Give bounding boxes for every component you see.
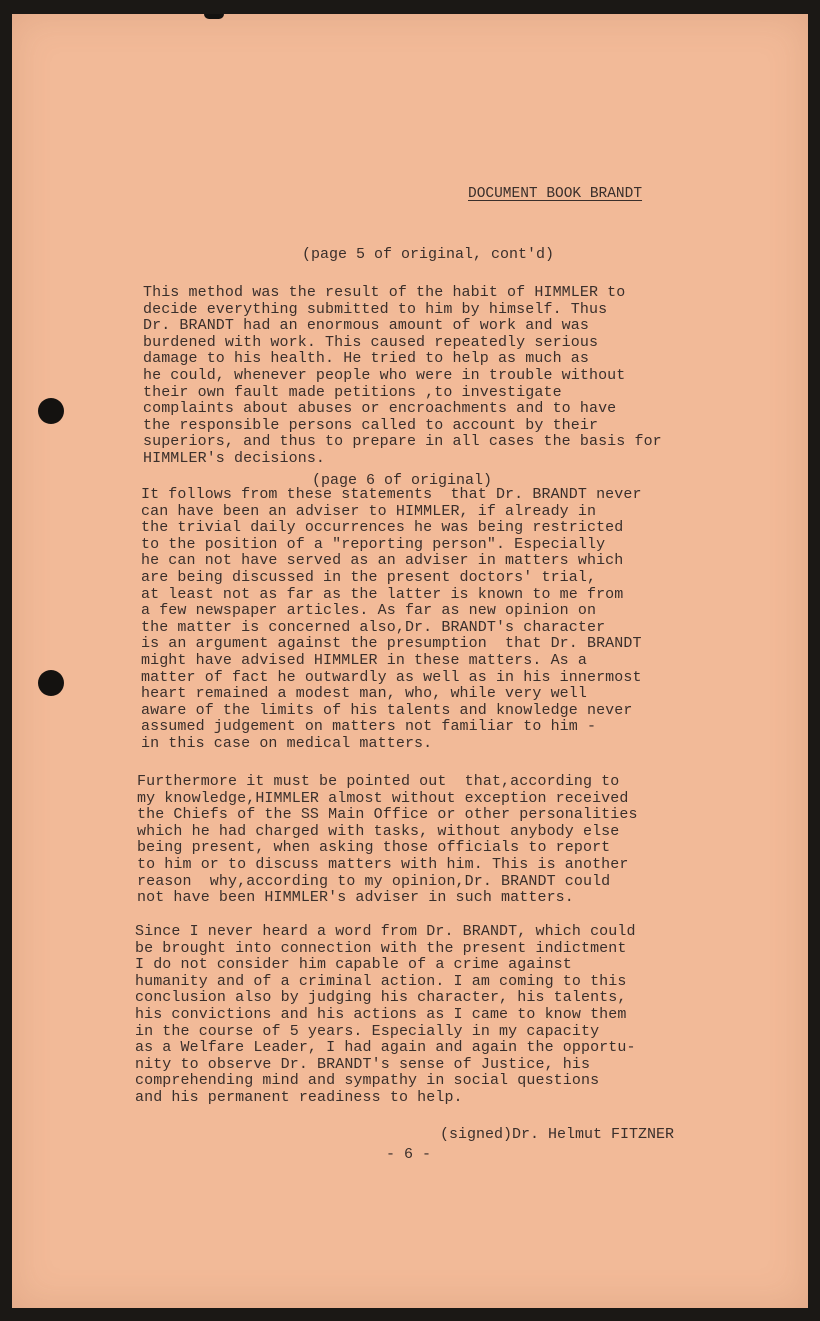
punch-hole-lower	[38, 670, 64, 696]
top-edge-notch	[204, 14, 224, 19]
paragraph-4: Since I never heard a word from Dr. BRANDT, which could be brought into connection with the present indictment I do not consider him capable of a crime against humanity and of a criminal action. I am coming to this conclusion also by judging his character, his talents, his convictions and his actions as I came to know them in the course of 5 years. Especially in my capacity as a Welfare Leader, I had again and again the opportu- nity to observe Dr. BRANDT's sense of Justice, his comprehending mind and sympathy in social questions and his permanent readiness to help.	[135, 923, 636, 1106]
paragraph-2: It follows from these statements that Dr. BRANDT never can have been an adviser to HIMMLER, if already in the trivial daily occurrences he was being restricted to the position of a "reporting person". Especially he can not have served as an adviser in matters which are being discussed in the present doctors' trial, at least not as far as the latter is known to me from a few newspaper articles. As far as new opinion on the matter is concerned also,Dr. BRANDT's character is an argument against the presumption that Dr. BRANDT might have advised HIMMLER in these matters. As a matter of fact he outwardly as well as in his innermost heart remained a modest man, who, while very well aware of the limits of his talents and knowledge never assumed judgement on matters not familiar to him - in this case on medical matters.	[141, 486, 642, 752]
document-header: DOCUMENT BOOK BRANDT	[468, 186, 643, 202]
signature: (signed)Dr. Helmut FITZNER	[440, 1126, 675, 1143]
page-reference-5: (page 5 of original, cont'd)	[302, 246, 555, 263]
punch-hole-upper	[38, 398, 64, 424]
paragraph-1: This method was the result of the habit of HIMMLER to decide everything submitted to him by himself. Thus Dr. BRANDT had an enormous amount of work and was burdened with work. This caused repeatedly serious damage to his health. He tried to help as much as he could, whenever people who were in trouble without their own fault made petitions ,to investigate complaints about abuses or encroachments and to have the responsible persons called to account by their superiors, and thus to prepare in all cases the basis for HIMMLER's decisions.	[143, 284, 662, 467]
paragraph-3: Furthermore it must be pointed out that,according to my knowledge,HIMMLER almost without exception received the Chiefs of the SS Main Office or other personalities which he had charged with tasks, without anybody else being present, when asking those officials to report to him or to discuss matters with him. This is another reason why,according to my opinion,Dr. BRANDT could not have been HIMMLER's adviser in such matters.	[137, 773, 638, 907]
document-page	[12, 14, 808, 1308]
page-reference-6: (page 6 of original)	[312, 472, 493, 489]
page-number: - 6 -	[386, 1146, 432, 1163]
